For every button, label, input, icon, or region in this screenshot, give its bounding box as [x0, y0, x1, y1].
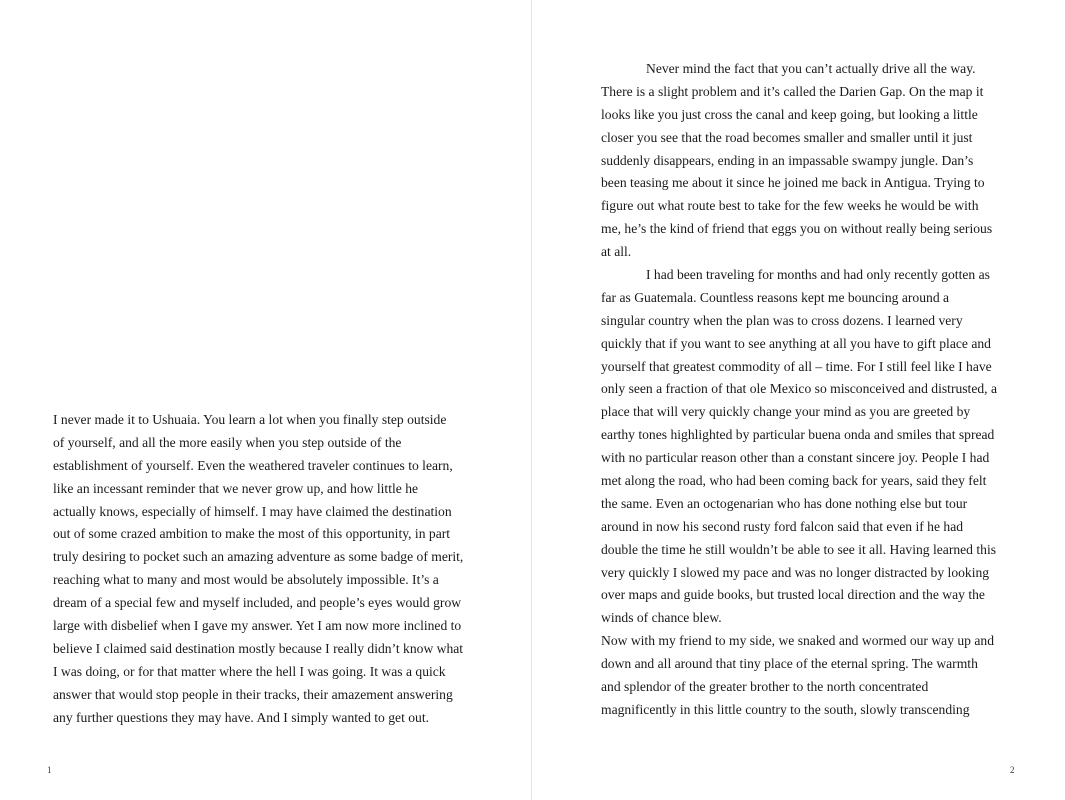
text-line: suddenly disappears, ending in an impassable swampy jungle. Dan’s [601, 152, 974, 168]
paragraph [601, 264, 997, 630]
text-line: yourself that greatest commodity of all – time. For I still feel like I have [601, 358, 992, 374]
text-line: only seen a fraction of that ole Mexico so misconceived and distrusted, a [601, 381, 997, 397]
text-line: winds of chance blew. [601, 610, 722, 626]
text-line: looks like you just cross the canal and keep going, but looking a little [601, 106, 978, 122]
text-line: been teasing me about it since he joined me back in Antigua. Trying to [601, 175, 985, 191]
text-line: over maps and guide books, but trusted local direction and the way the [601, 587, 985, 603]
text-line: the same. Even an octogenarian who has done nothing else but tour [601, 495, 968, 511]
text-line: very quickly I slowed my pace and was no longer distracted by looking [601, 564, 990, 580]
text-line: met along the road, who had been coming back for years, said they felt [601, 473, 987, 489]
page-left [0, 0, 531, 800]
page-2-text [601, 58, 997, 722]
text-line: figure out what route best to take for the few weeks he would be with [601, 198, 979, 214]
paragraph [601, 630, 997, 722]
text-line: I had been traveling for months and had only recently gotten as [646, 267, 990, 283]
text-line: around in now his second rusty ford falcon said that even if he had [601, 518, 964, 534]
page-right [532, 0, 1065, 800]
text-line: double the time he still wouldn’t be able to see it all. Having learned this [601, 541, 997, 557]
text-line: dream of a special few and myself included, and people’s eyes would grow [53, 595, 462, 611]
text-line: Now with my friend to my side, we snaked and wormed our way up and [601, 633, 995, 649]
text-line: of yourself, and all the more easily when you step outside of the [53, 434, 402, 450]
text-line: magnificently in this little country to the south, slowly transcending [601, 701, 970, 717]
text-line: reaching what to many and most would be absolutely impossible. It’s a [53, 572, 439, 588]
page-number: 2 [1010, 765, 1015, 775]
text-line: truly desiring to pocket such an amazing adventure as some badge of merit, [53, 549, 464, 565]
text-line: establishment of yourself. Even the weathered traveler continues to learn, [53, 457, 453, 473]
text-line: large with disbelief when I gave my answer. Yet I am now more inclined to [53, 618, 462, 634]
text-line: at all. [601, 244, 632, 260]
text-line: down and all around that tiny place of the eternal spring. The warmth [601, 656, 978, 672]
text-line: singular country when the plan was to cross dozens. I learned very [601, 312, 963, 328]
text-line: I never made it to Ushuaia. You learn a lot when you finally step outside [53, 412, 447, 427]
text-line: closer you see that the road becomes smaller and smaller until it just [601, 129, 973, 145]
text-line: There is a slight problem and it’s called the Darien Gap. On the map it [601, 83, 984, 99]
text-line: far as Guatemala. Countless reasons kept me bouncing around a [601, 289, 950, 305]
text-line: out of some crazed ambition to make the most of this opportunity, in part [53, 526, 451, 542]
text-line: Never mind the fact that you can’t actually drive all the way. [646, 61, 976, 76]
text-line: place that will very quickly change your mind as you are greeted by [601, 404, 971, 420]
text-line: and splendor of the greater brother to the north concentrated [601, 679, 929, 695]
paragraph [53, 409, 463, 729]
text-line: any further questions they may have. And I simply wanted to get out. [53, 709, 430, 725]
text-line: answer that would stop people in their tracks, their amazement answering [53, 686, 453, 702]
text-line: like an incessant reminder that we never grow up, and how little he [53, 480, 419, 496]
page-1-text [53, 409, 463, 729]
text-line: quickly that if you want to see anything at all you have to gift place and [601, 335, 991, 351]
text-line: with no particular reason other than a constant sincere joy. People I had [601, 450, 990, 466]
text-line: me, he’s the kind of friend that eggs you on without really being serious [601, 221, 993, 237]
text-line: believe I claimed said destination mostly because I really didn’t know what [53, 640, 464, 656]
text-line: earthy tones highlighted by particular buena onda and smiles that spread [601, 427, 995, 443]
text-line: actually knows, especially of himself. I may have claimed the destination [53, 503, 452, 519]
text-line: I was doing, or for that matter where the hell I was going. It was a quick [53, 663, 446, 679]
paragraph [601, 58, 997, 264]
page-number: 1 [47, 765, 52, 775]
